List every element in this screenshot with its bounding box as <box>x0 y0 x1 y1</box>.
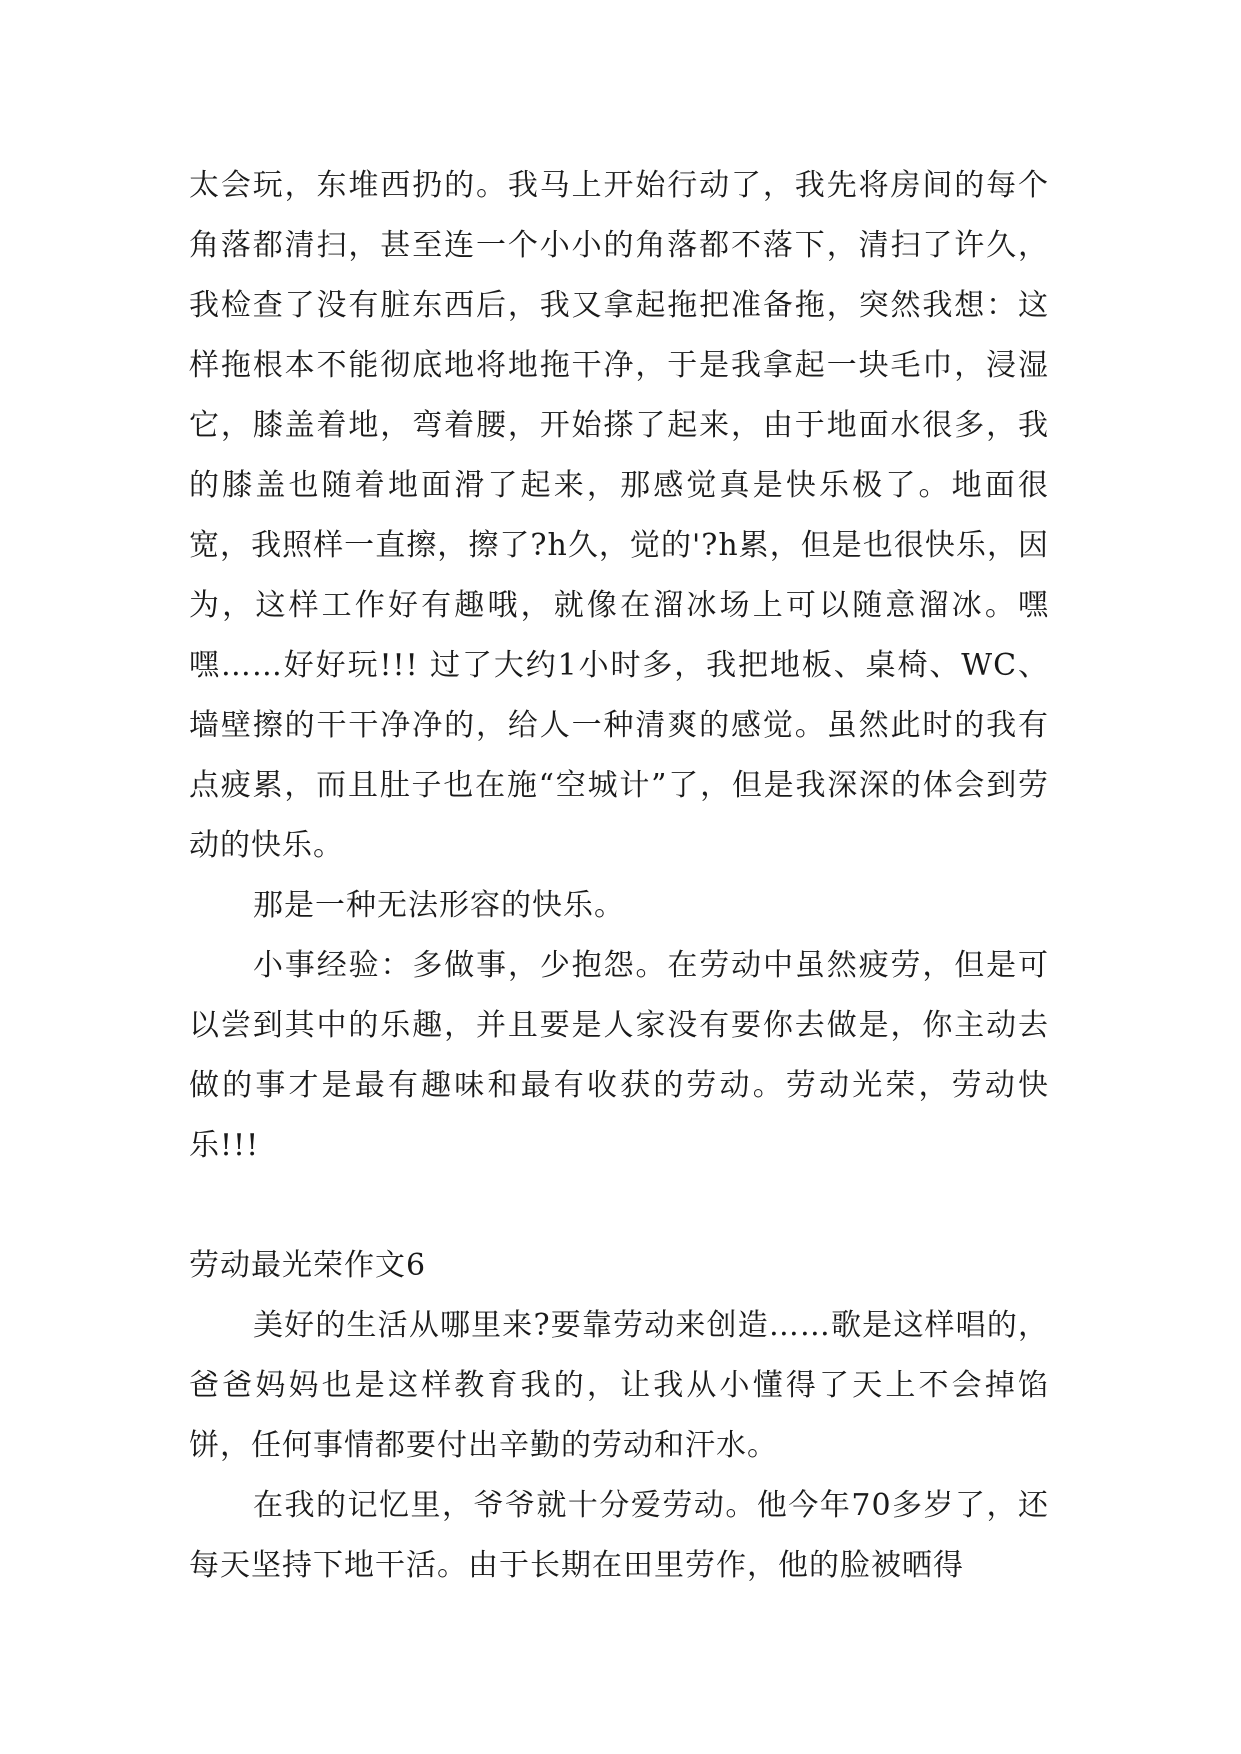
paragraph: 那是一种无法形容的快乐。 <box>253 888 625 923</box>
paragraph: 小事经验：多做事，少抱怨。在劳动中虽然疲劳，但是可以尝到其中的乐趣，并且要是人家没有要你去做是，你主动去做的事才是最有趣味和最有收获的劳动。劳动光荣，劳动快乐!!! <box>189 948 1049 1163</box>
section-gap <box>189 1176 1049 1236</box>
paragraph: 太会玩，东堆西扔的。我马上开始行动了，我先将房间的每个角落都清扫，甚至连一个小小的角落都不落下，清扫了许久，我检查了没有脏东西后，我又拿起拖把准备拖，突然我想：这样拖根本不能彻底地将地拖干净，于是我拿起一块毛巾，浸湿它，膝盖着地，弯着腰，开始搽了起来，由于地面水很多，我的膝盖也随着地面滑了起来，那感觉真是快乐极了。地面很宽，我照样一直擦，擦了?h久，觉的'?h累，但是也很快乐，因为，这样工作好有趣哦，就像在溜冰场上可以随意溜冰。嘿嘿……好好玩!!! 过了大约1小时多，我把地板、桌椅、WC、墙壁擦的干干净净的，给人一种清爽的感觉。虽然此时的我有点疲累，而且肚子也在施“空城计”了，但是我深深的体会到劳动的快乐。 <box>189 168 1049 863</box>
paragraph: 在我的记忆里，爷爷就十分爱劳动。他今年70多岁了，还每天坚持下地干活。由于长期在田里劳作，他的脸被晒得 <box>189 1488 1049 1583</box>
document-body <box>189 156 1049 1596</box>
section-heading: 劳动最光荣作文6 <box>189 1248 427 1283</box>
paragraph: 美好的生活从哪里来?要靠劳动来创造……歌是这样唱的，爸爸妈妈也是这样教育我的，让我从小懂得了天上不会掉馅饼，任何事情都要付出辛勤的劳动和汗水。 <box>189 1308 1049 1463</box>
